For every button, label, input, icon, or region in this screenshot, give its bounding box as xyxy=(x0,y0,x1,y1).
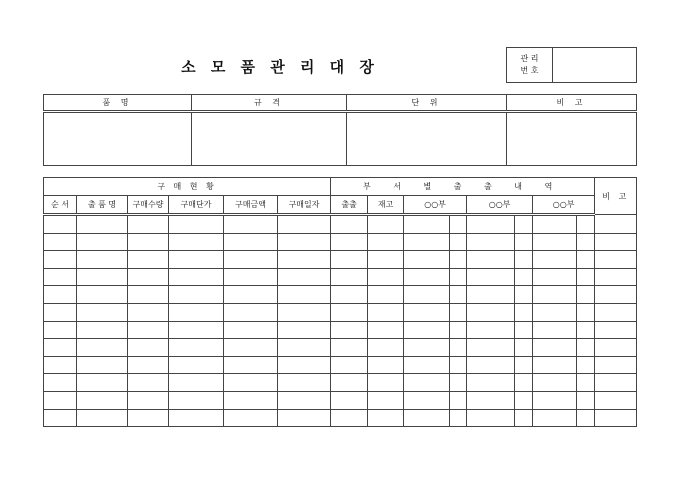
table-row xyxy=(44,374,637,392)
table-cell[interactable] xyxy=(450,215,467,234)
table-cell[interactable] xyxy=(169,321,224,339)
table-cell[interactable] xyxy=(595,303,637,321)
table-cell[interactable] xyxy=(331,233,368,251)
table-cell[interactable] xyxy=(577,339,595,357)
table-cell[interactable] xyxy=(44,356,77,374)
table-cell[interactable] xyxy=(450,321,467,339)
table-cell[interactable] xyxy=(128,356,169,374)
table-cell[interactable] xyxy=(533,321,577,339)
table-cell[interactable] xyxy=(77,215,128,234)
table-cell[interactable] xyxy=(169,356,224,374)
table-cell[interactable] xyxy=(467,391,515,409)
table-cell[interactable] xyxy=(44,374,77,392)
table-cell[interactable] xyxy=(128,286,169,304)
table-cell[interactable] xyxy=(368,356,404,374)
table-cell[interactable] xyxy=(515,339,533,357)
table-cell[interactable] xyxy=(467,356,515,374)
table-cell[interactable] xyxy=(577,391,595,409)
table-cell[interactable] xyxy=(128,233,169,251)
table-cell[interactable] xyxy=(224,286,278,304)
table-cell[interactable] xyxy=(577,409,595,427)
table-row xyxy=(44,303,637,321)
table-cell[interactable] xyxy=(368,409,404,427)
table-cell[interactable] xyxy=(577,215,595,234)
table-cell[interactable] xyxy=(467,268,515,286)
management-label-line2: 번 호 xyxy=(520,66,539,75)
table-cell[interactable] xyxy=(404,251,450,269)
table-cell[interactable] xyxy=(595,356,637,374)
table-cell[interactable] xyxy=(368,374,404,392)
col-stock: 재고 xyxy=(368,196,404,215)
table-cell[interactable] xyxy=(44,303,77,321)
table-cell[interactable] xyxy=(77,374,128,392)
table-cell[interactable] xyxy=(533,268,577,286)
table-cell[interactable] xyxy=(169,215,224,234)
table-cell[interactable] xyxy=(533,251,577,269)
table-cell[interactable] xyxy=(450,233,467,251)
table-cell[interactable] xyxy=(331,286,368,304)
table-row xyxy=(44,286,637,304)
table-cell[interactable] xyxy=(128,339,169,357)
table-cell[interactable] xyxy=(450,356,467,374)
table-cell[interactable] xyxy=(368,321,404,339)
table-cell[interactable] xyxy=(577,321,595,339)
table-cell[interactable] xyxy=(128,321,169,339)
table-cell[interactable] xyxy=(533,303,577,321)
table-row xyxy=(44,409,637,427)
table-cell[interactable] xyxy=(331,321,368,339)
header-spec: 규 격 xyxy=(192,95,347,112)
table-cell[interactable] xyxy=(467,374,515,392)
table-cell[interactable] xyxy=(368,339,404,357)
table-cell[interactable] xyxy=(533,286,577,304)
dept-distribution-header: 부 서 별 출 출 내 역 xyxy=(331,178,595,196)
table-cell[interactable] xyxy=(44,268,77,286)
table-cell[interactable] xyxy=(515,268,533,286)
table-cell[interactable] xyxy=(331,391,368,409)
table-cell[interactable] xyxy=(128,409,169,427)
table-row xyxy=(44,321,637,339)
table-cell[interactable] xyxy=(224,339,278,357)
table-cell[interactable] xyxy=(404,391,450,409)
header-remarks: 비 고 xyxy=(507,95,637,112)
col-amount: 구매금액 xyxy=(224,196,278,215)
table-cell[interactable] xyxy=(467,339,515,357)
table-cell[interactable] xyxy=(368,286,404,304)
table-cell[interactable] xyxy=(331,409,368,427)
table-row xyxy=(44,233,637,251)
table-cell[interactable] xyxy=(404,356,450,374)
table-cell[interactable] xyxy=(44,409,77,427)
header-item-name: 품 명 xyxy=(44,95,192,112)
table-cell[interactable] xyxy=(404,409,450,427)
table-cell[interactable] xyxy=(128,268,169,286)
table-cell[interactable] xyxy=(577,303,595,321)
table-cell[interactable] xyxy=(278,233,331,251)
table-cell[interactable] xyxy=(368,251,404,269)
col-item-name: 출 품 명 xyxy=(77,196,128,215)
table-cell[interactable] xyxy=(331,268,368,286)
table-cell[interactable] xyxy=(169,286,224,304)
table-cell[interactable] xyxy=(44,321,77,339)
table-cell[interactable] xyxy=(128,391,169,409)
table-cell[interactable] xyxy=(404,215,450,234)
table-cell[interactable] xyxy=(278,251,331,269)
table-cell[interactable] xyxy=(77,303,128,321)
table-cell[interactable] xyxy=(577,286,595,304)
table-cell[interactable] xyxy=(515,374,533,392)
table-cell[interactable] xyxy=(515,391,533,409)
management-number-value[interactable] xyxy=(553,48,637,83)
table-cell[interactable] xyxy=(278,356,331,374)
table-cell[interactable] xyxy=(224,215,278,234)
table-cell[interactable] xyxy=(224,356,278,374)
table-cell[interactable] xyxy=(169,303,224,321)
table-cell[interactable] xyxy=(595,321,637,339)
table-cell[interactable] xyxy=(77,321,128,339)
table-cell[interactable] xyxy=(467,286,515,304)
table-cell[interactable] xyxy=(77,286,128,304)
table-cell[interactable] xyxy=(467,321,515,339)
table-cell[interactable] xyxy=(577,374,595,392)
purchase-status-header: 구 매 현 황 xyxy=(44,178,331,196)
table-cell[interactable] xyxy=(467,303,515,321)
table-cell[interactable] xyxy=(577,268,595,286)
table-cell[interactable] xyxy=(368,233,404,251)
item-name-cell[interactable] xyxy=(44,112,192,166)
table-cell[interactable] xyxy=(404,286,450,304)
table-cell[interactable] xyxy=(128,374,169,392)
table-cell[interactable] xyxy=(331,251,368,269)
table-cell[interactable] xyxy=(331,303,368,321)
table-cell[interactable] xyxy=(44,251,77,269)
table-cell[interactable] xyxy=(467,233,515,251)
table-cell[interactable] xyxy=(450,286,467,304)
remarks-header: 비 고 xyxy=(595,178,637,215)
table-cell[interactable] xyxy=(404,268,450,286)
table-cell[interactable] xyxy=(404,374,450,392)
table-cell[interactable] xyxy=(533,409,577,427)
table-cell[interactable] xyxy=(77,251,128,269)
table-cell[interactable] xyxy=(278,286,331,304)
table-cell[interactable] xyxy=(44,286,77,304)
remarks-cell[interactable] xyxy=(507,112,637,166)
col-dept-3: ○○부 xyxy=(533,196,595,215)
col-date: 구매일자 xyxy=(278,196,331,215)
table-cell[interactable] xyxy=(77,268,128,286)
table-row xyxy=(44,215,637,234)
purchase-distribution-table xyxy=(43,177,637,427)
table-cell[interactable] xyxy=(533,356,577,374)
table-cell[interactable] xyxy=(450,409,467,427)
table-cell[interactable] xyxy=(450,339,467,357)
table-cell[interactable] xyxy=(450,268,467,286)
col-dept-2: ○○부 xyxy=(467,196,533,215)
table-cell[interactable] xyxy=(278,268,331,286)
table-cell[interactable] xyxy=(331,215,368,234)
table-cell[interactable] xyxy=(577,251,595,269)
table-cell[interactable] xyxy=(515,409,533,427)
table-cell[interactable] xyxy=(368,215,404,234)
table-cell[interactable] xyxy=(224,303,278,321)
table-cell[interactable] xyxy=(44,391,77,409)
table-cell[interactable] xyxy=(595,233,637,251)
table-cell[interactable] xyxy=(278,374,331,392)
table-cell[interactable] xyxy=(77,391,128,409)
table-cell[interactable] xyxy=(224,233,278,251)
table-cell[interactable] xyxy=(224,374,278,392)
table-cell[interactable] xyxy=(577,233,595,251)
table-cell[interactable] xyxy=(404,303,450,321)
table-cell[interactable] xyxy=(450,374,467,392)
table-cell[interactable] xyxy=(450,391,467,409)
table-cell[interactable] xyxy=(404,321,450,339)
table-cell[interactable] xyxy=(44,233,77,251)
table-cell[interactable] xyxy=(169,374,224,392)
table-cell[interactable] xyxy=(278,409,331,427)
table-cell[interactable] xyxy=(515,233,533,251)
table-cell[interactable] xyxy=(467,215,515,234)
header-unit: 단 위 xyxy=(347,95,507,112)
table-cell[interactable] xyxy=(595,251,637,269)
table-cell[interactable] xyxy=(128,215,169,234)
table-cell[interactable] xyxy=(368,391,404,409)
item-spec-table xyxy=(43,94,637,166)
table-cell[interactable] xyxy=(128,251,169,269)
management-number-label xyxy=(507,48,553,83)
table-row xyxy=(44,356,637,374)
table-cell[interactable] xyxy=(368,303,404,321)
table-cell[interactable] xyxy=(450,303,467,321)
table-cell[interactable] xyxy=(169,409,224,427)
table-cell[interactable] xyxy=(595,268,637,286)
table-cell[interactable] xyxy=(515,286,533,304)
table-cell[interactable] xyxy=(331,374,368,392)
table-cell[interactable] xyxy=(515,251,533,269)
table-cell[interactable] xyxy=(467,409,515,427)
table-cell[interactable] xyxy=(404,233,450,251)
table-cell[interactable] xyxy=(450,251,467,269)
unit-cell[interactable] xyxy=(347,112,507,166)
col-order: 순 서 xyxy=(44,196,77,215)
table-cell[interactable] xyxy=(169,391,224,409)
table-row xyxy=(44,391,637,409)
table-cell[interactable] xyxy=(595,409,637,427)
table-cell[interactable] xyxy=(169,268,224,286)
table-row xyxy=(44,268,637,286)
table-cell[interactable] xyxy=(77,339,128,357)
table-cell[interactable] xyxy=(44,215,77,234)
table-cell[interactable] xyxy=(533,391,577,409)
table-cell[interactable] xyxy=(533,215,577,234)
table-row xyxy=(44,339,637,357)
table-cell[interactable] xyxy=(278,303,331,321)
table-cell[interactable] xyxy=(595,374,637,392)
table-cell[interactable] xyxy=(595,286,637,304)
col-unit-price: 구매단가 xyxy=(169,196,224,215)
table-cell[interactable] xyxy=(169,339,224,357)
table-cell[interactable] xyxy=(577,356,595,374)
table-cell[interactable] xyxy=(515,356,533,374)
ledger-rows xyxy=(44,215,637,427)
table-cell[interactable] xyxy=(169,251,224,269)
col-quantity: 구매수량 xyxy=(128,196,169,215)
table-cell[interactable] xyxy=(224,391,278,409)
table-cell[interactable] xyxy=(331,339,368,357)
spec-cell[interactable] xyxy=(192,112,347,166)
table-cell[interactable] xyxy=(278,321,331,339)
table-cell[interactable] xyxy=(77,233,128,251)
table-cell[interactable] xyxy=(595,391,637,409)
document-title: 소 모 품 관 리 대 장 xyxy=(181,58,379,76)
table-cell[interactable] xyxy=(278,391,331,409)
table-cell[interactable] xyxy=(533,233,577,251)
table-cell[interactable] xyxy=(224,321,278,339)
table-cell[interactable] xyxy=(224,268,278,286)
table-cell[interactable] xyxy=(128,303,169,321)
table-cell[interactable] xyxy=(515,321,533,339)
table-cell[interactable] xyxy=(44,339,77,357)
table-cell[interactable] xyxy=(595,215,637,234)
col-dept-1: ○○부 xyxy=(404,196,467,215)
table-cell[interactable] xyxy=(278,339,331,357)
table-cell[interactable] xyxy=(331,356,368,374)
table-cell[interactable] xyxy=(368,268,404,286)
management-number-box xyxy=(506,47,637,83)
table-cell[interactable] xyxy=(224,251,278,269)
table-cell[interactable] xyxy=(169,233,224,251)
table-cell[interactable] xyxy=(77,356,128,374)
table-cell[interactable] xyxy=(278,215,331,234)
table-cell[interactable] xyxy=(77,409,128,427)
table-row xyxy=(44,251,637,269)
table-cell[interactable] xyxy=(515,215,533,234)
table-cell[interactable] xyxy=(467,251,515,269)
col-outflow: 출출 xyxy=(331,196,368,215)
table-cell[interactable] xyxy=(533,339,577,357)
table-cell[interactable] xyxy=(533,374,577,392)
table-cell[interactable] xyxy=(515,303,533,321)
table-cell[interactable] xyxy=(224,409,278,427)
table-cell[interactable] xyxy=(595,339,637,357)
management-label-line1: 관 리 xyxy=(520,54,539,63)
table-cell[interactable] xyxy=(404,339,450,357)
